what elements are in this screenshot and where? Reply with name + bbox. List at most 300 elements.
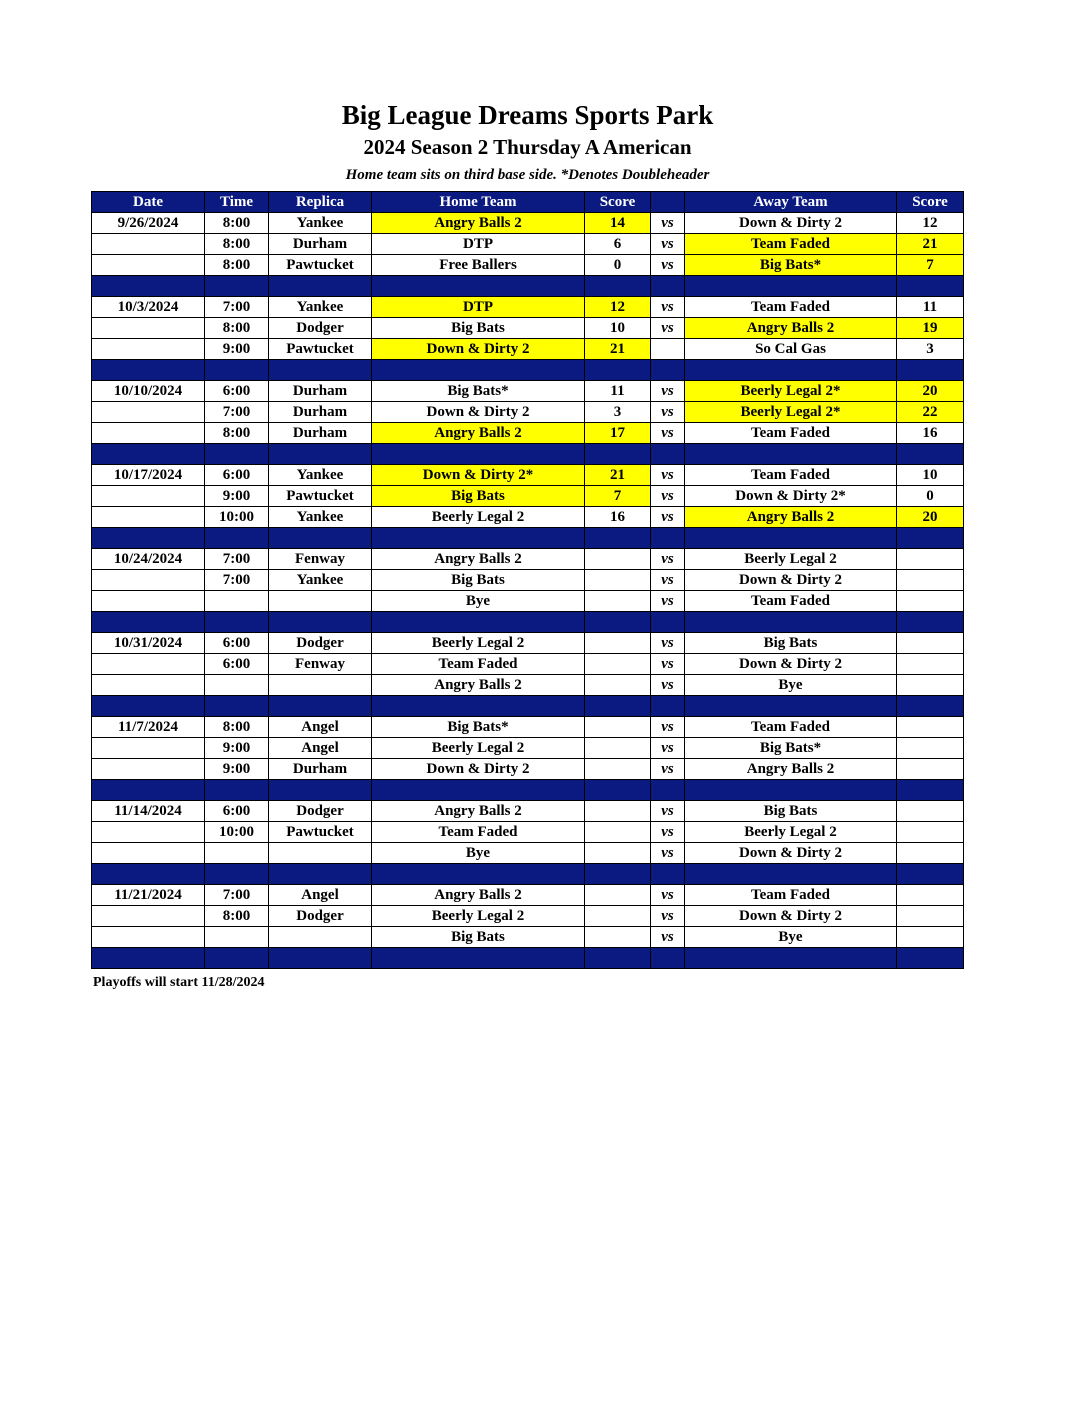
separator-cell xyxy=(205,612,269,633)
home-team-cell: Big Bats* xyxy=(372,381,585,402)
game-row xyxy=(92,885,964,906)
vs-cell: vs xyxy=(651,234,685,255)
replica-cell: Durham xyxy=(269,234,372,255)
replica-cell: Fenway xyxy=(269,549,372,570)
header-row xyxy=(92,192,964,213)
date-cell xyxy=(92,738,205,759)
week-separator-row xyxy=(92,528,964,549)
home-score-cell xyxy=(585,822,651,843)
away-score-cell xyxy=(897,759,964,780)
home-score-cell xyxy=(585,738,651,759)
date-cell: 10/31/2024 xyxy=(92,633,205,654)
home-score-cell xyxy=(585,570,651,591)
time-cell: 7:00 xyxy=(205,549,269,570)
away-team-cell: Beerly Legal 2* xyxy=(685,402,897,423)
vs-cell: vs xyxy=(651,255,685,276)
away-score-cell xyxy=(897,906,964,927)
home-score-cell xyxy=(585,633,651,654)
away-team-cell: Team Faded xyxy=(685,423,897,444)
time-cell xyxy=(205,843,269,864)
date-cell xyxy=(92,675,205,696)
vs-cell: vs xyxy=(651,570,685,591)
separator-cell xyxy=(269,780,372,801)
col-header-date: Date xyxy=(92,192,205,213)
game-row xyxy=(92,297,964,318)
week-separator-row xyxy=(92,444,964,465)
separator-cell xyxy=(585,528,651,549)
separator-cell xyxy=(269,444,372,465)
replica-cell: Yankee xyxy=(269,570,372,591)
home-team-cell: Angry Balls 2 xyxy=(372,675,585,696)
week-separator-row xyxy=(92,864,964,885)
away-score-cell: 20 xyxy=(897,507,964,528)
separator-cell xyxy=(685,696,897,717)
separator-cell xyxy=(685,864,897,885)
away-team-cell: Team Faded xyxy=(685,717,897,738)
away-score-cell: 3 xyxy=(897,339,964,360)
replica-cell: Dodger xyxy=(269,633,372,654)
home-score-cell: 21 xyxy=(585,339,651,360)
vs-cell: vs xyxy=(651,381,685,402)
separator-cell xyxy=(651,780,685,801)
vs-cell: vs xyxy=(651,465,685,486)
away-team-cell: Team Faded xyxy=(685,297,897,318)
replica-cell: Yankee xyxy=(269,213,372,234)
vs-cell: vs xyxy=(651,486,685,507)
separator-cell xyxy=(685,528,897,549)
separator-cell xyxy=(372,864,585,885)
separator-cell xyxy=(205,864,269,885)
vs-cell: vs xyxy=(651,297,685,318)
game-row xyxy=(92,843,964,864)
home-score-cell: 17 xyxy=(585,423,651,444)
time-cell: 6:00 xyxy=(205,465,269,486)
game-row xyxy=(92,906,964,927)
home-team-cell: Down & Dirty 2 xyxy=(372,339,585,360)
col-header-time: Time xyxy=(205,192,269,213)
home-team-cell: Bye xyxy=(372,591,585,612)
separator-cell xyxy=(897,276,964,297)
date-cell xyxy=(92,423,205,444)
home-score-cell xyxy=(585,591,651,612)
home-score-cell xyxy=(585,885,651,906)
game-row xyxy=(92,213,964,234)
separator-cell xyxy=(372,360,585,381)
separator-cell xyxy=(372,948,585,969)
replica-cell: Pawtucket xyxy=(269,255,372,276)
separator-cell xyxy=(205,276,269,297)
away-team-cell: Down & Dirty 2 xyxy=(685,906,897,927)
away-score-cell xyxy=(897,570,964,591)
home-score-cell: 11 xyxy=(585,381,651,402)
game-row xyxy=(92,255,964,276)
date-cell: 10/17/2024 xyxy=(92,465,205,486)
time-cell: 9:00 xyxy=(205,486,269,507)
separator-cell xyxy=(685,612,897,633)
away-team-cell: Bye xyxy=(685,675,897,696)
away-team-cell: Bye xyxy=(685,927,897,948)
home-score-cell: 6 xyxy=(585,234,651,255)
col-header-home-team: Home Team xyxy=(372,192,585,213)
separator-cell xyxy=(585,864,651,885)
home-score-cell: 14 xyxy=(585,213,651,234)
time-cell: 7:00 xyxy=(205,885,269,906)
separator-cell xyxy=(897,612,964,633)
col-header-vs xyxy=(651,192,685,213)
separator-cell xyxy=(897,780,964,801)
date-cell xyxy=(92,339,205,360)
home-team-cell: Bye xyxy=(372,843,585,864)
date-cell xyxy=(92,822,205,843)
separator-cell xyxy=(685,444,897,465)
home-score-cell xyxy=(585,549,651,570)
playoffs-note: Playoffs will start 11/28/2024 xyxy=(93,975,265,990)
away-score-cell xyxy=(897,717,964,738)
vs-cell: vs xyxy=(651,654,685,675)
game-row xyxy=(92,423,964,444)
date-cell xyxy=(92,759,205,780)
home-team-cell: Beerly Legal 2 xyxy=(372,633,585,654)
separator-cell xyxy=(372,696,585,717)
col-header-home-score: Score xyxy=(585,192,651,213)
time-cell: 8:00 xyxy=(205,255,269,276)
game-row xyxy=(92,570,964,591)
separator-cell xyxy=(205,444,269,465)
vs-cell: vs xyxy=(651,822,685,843)
away-score-cell xyxy=(897,591,964,612)
replica-cell xyxy=(269,843,372,864)
home-team-cell: Down & Dirty 2 xyxy=(372,402,585,423)
away-team-cell: Team Faded xyxy=(685,591,897,612)
date-cell xyxy=(92,591,205,612)
separator-cell xyxy=(205,948,269,969)
separator-cell xyxy=(685,948,897,969)
away-score-cell: 20 xyxy=(897,381,964,402)
replica-cell xyxy=(269,927,372,948)
away-team-cell: Angry Balls 2 xyxy=(685,759,897,780)
separator-cell xyxy=(205,696,269,717)
away-score-cell: 19 xyxy=(897,318,964,339)
replica-cell: Angel xyxy=(269,885,372,906)
home-team-cell: Big Bats xyxy=(372,570,585,591)
replica-cell: Pawtucket xyxy=(269,486,372,507)
time-cell xyxy=(205,591,269,612)
away-team-cell: Down & Dirty 2 xyxy=(685,570,897,591)
away-team-cell: Angry Balls 2 xyxy=(685,507,897,528)
date-cell xyxy=(92,255,205,276)
away-score-cell: 7 xyxy=(897,255,964,276)
separator-cell xyxy=(92,948,205,969)
separator-cell xyxy=(92,276,205,297)
replica-cell: Yankee xyxy=(269,507,372,528)
week-separator-row xyxy=(92,276,964,297)
separator-cell xyxy=(269,612,372,633)
home-score-cell xyxy=(585,675,651,696)
game-row xyxy=(92,549,964,570)
date-cell: 10/10/2024 xyxy=(92,381,205,402)
date-cell: 10/3/2024 xyxy=(92,297,205,318)
home-team-cell: Big Bats xyxy=(372,927,585,948)
separator-cell xyxy=(897,444,964,465)
separator-cell xyxy=(651,612,685,633)
time-cell: 9:00 xyxy=(205,759,269,780)
away-score-cell: 11 xyxy=(897,297,964,318)
date-cell xyxy=(92,927,205,948)
date-cell xyxy=(92,486,205,507)
away-score-cell: 12 xyxy=(897,213,964,234)
separator-cell xyxy=(897,696,964,717)
home-team-cell: Beerly Legal 2 xyxy=(372,507,585,528)
away-score-cell xyxy=(897,801,964,822)
separator-cell xyxy=(372,528,585,549)
home-team-cell: Big Bats xyxy=(372,318,585,339)
date-cell: 11/21/2024 xyxy=(92,885,205,906)
home-score-cell xyxy=(585,717,651,738)
replica-cell: Dodger xyxy=(269,318,372,339)
separator-cell xyxy=(897,948,964,969)
home-score-cell: 16 xyxy=(585,507,651,528)
game-row xyxy=(92,633,964,654)
away-score-cell: 10 xyxy=(897,465,964,486)
vs-cell: vs xyxy=(651,843,685,864)
col-header-replica: Replica xyxy=(269,192,372,213)
replica-cell: Angel xyxy=(269,717,372,738)
replica-cell: Durham xyxy=(269,759,372,780)
separator-cell xyxy=(651,864,685,885)
game-row xyxy=(92,381,964,402)
away-score-cell: 16 xyxy=(897,423,964,444)
away-team-cell: Beerly Legal 2* xyxy=(685,381,897,402)
replica-cell: Durham xyxy=(269,402,372,423)
away-score-cell xyxy=(897,549,964,570)
separator-cell xyxy=(92,528,205,549)
away-team-cell: Down & Dirty 2* xyxy=(685,486,897,507)
week-separator-row xyxy=(92,612,964,633)
home-score-cell xyxy=(585,843,651,864)
game-row xyxy=(92,927,964,948)
away-team-cell: Team Faded xyxy=(685,465,897,486)
time-cell: 6:00 xyxy=(205,381,269,402)
time-cell: 10:00 xyxy=(205,822,269,843)
replica-cell: Yankee xyxy=(269,297,372,318)
separator-cell xyxy=(269,948,372,969)
vs-cell: vs xyxy=(651,906,685,927)
away-team-cell: Angry Balls 2 xyxy=(685,318,897,339)
schedule-body xyxy=(92,213,964,969)
time-cell: 7:00 xyxy=(205,570,269,591)
time-cell: 10:00 xyxy=(205,507,269,528)
date-cell xyxy=(92,843,205,864)
week-separator-row xyxy=(92,948,964,969)
separator-cell xyxy=(269,276,372,297)
vs-cell: vs xyxy=(651,759,685,780)
away-team-cell: Down & Dirty 2 xyxy=(685,843,897,864)
date-cell xyxy=(92,906,205,927)
time-cell: 8:00 xyxy=(205,717,269,738)
date-cell: 10/24/2024 xyxy=(92,549,205,570)
home-score-cell: 0 xyxy=(585,255,651,276)
away-score-cell xyxy=(897,822,964,843)
week-separator-row xyxy=(92,360,964,381)
separator-cell xyxy=(651,360,685,381)
away-team-cell: Team Faded xyxy=(685,234,897,255)
replica-cell: Fenway xyxy=(269,654,372,675)
home-score-cell: 3 xyxy=(585,402,651,423)
separator-cell xyxy=(685,780,897,801)
away-team-cell: Beerly Legal 2 xyxy=(685,549,897,570)
away-score-cell xyxy=(897,633,964,654)
away-score-cell xyxy=(897,885,964,906)
home-score-cell xyxy=(585,906,651,927)
vs-cell: vs xyxy=(651,633,685,654)
separator-cell xyxy=(585,780,651,801)
home-team-cell: Down & Dirty 2* xyxy=(372,465,585,486)
home-team-cell: Team Faded xyxy=(372,822,585,843)
home-score-cell: 10 xyxy=(585,318,651,339)
away-team-cell: So Cal Gas xyxy=(685,339,897,360)
vs-cell: vs xyxy=(651,318,685,339)
separator-cell xyxy=(651,276,685,297)
away-team-cell: Big Bats* xyxy=(685,255,897,276)
game-row xyxy=(92,507,964,528)
separator-cell xyxy=(651,948,685,969)
time-cell: 8:00 xyxy=(205,423,269,444)
home-team-cell: Beerly Legal 2 xyxy=(372,738,585,759)
separator-cell xyxy=(685,276,897,297)
away-team-cell: Down & Dirty 2 xyxy=(685,213,897,234)
game-row xyxy=(92,717,964,738)
home-team-cell: Angry Balls 2 xyxy=(372,423,585,444)
time-cell: 8:00 xyxy=(205,906,269,927)
time-cell xyxy=(205,675,269,696)
date-cell xyxy=(92,402,205,423)
separator-cell xyxy=(92,360,205,381)
vs-cell: vs xyxy=(651,423,685,444)
page-title: Big League Dreams Sports Park xyxy=(341,100,714,130)
separator-cell xyxy=(897,864,964,885)
separator-cell xyxy=(269,360,372,381)
week-separator-row xyxy=(92,696,964,717)
col-header-away-score: Score xyxy=(897,192,964,213)
vs-cell: vs xyxy=(651,213,685,234)
home-team-cell: Angry Balls 2 xyxy=(372,885,585,906)
schedule-note: Home team sits on third base side. *Denotes Doubleheader xyxy=(345,167,710,183)
separator-cell xyxy=(92,864,205,885)
vs-cell: vs xyxy=(651,885,685,906)
away-score-cell: 0 xyxy=(897,486,964,507)
vs-cell: vs xyxy=(651,549,685,570)
away-team-cell: Big Bats xyxy=(685,801,897,822)
separator-cell xyxy=(372,780,585,801)
separator-cell xyxy=(92,780,205,801)
time-cell: 9:00 xyxy=(205,738,269,759)
game-row xyxy=(92,318,964,339)
away-team-cell: Down & Dirty 2 xyxy=(685,654,897,675)
home-score-cell xyxy=(585,801,651,822)
replica-cell xyxy=(269,591,372,612)
date-cell: 11/7/2024 xyxy=(92,717,205,738)
date-cell xyxy=(92,654,205,675)
away-score-cell xyxy=(897,738,964,759)
game-row xyxy=(92,801,964,822)
away-score-cell xyxy=(897,843,964,864)
date-cell xyxy=(92,507,205,528)
replica-cell: Angel xyxy=(269,738,372,759)
date-cell xyxy=(92,570,205,591)
separator-cell xyxy=(372,612,585,633)
away-team-cell: Team Faded xyxy=(685,885,897,906)
time-cell: 9:00 xyxy=(205,339,269,360)
game-row xyxy=(92,339,964,360)
replica-cell: Durham xyxy=(269,423,372,444)
home-team-cell: Angry Balls 2 xyxy=(372,549,585,570)
time-cell: 6:00 xyxy=(205,633,269,654)
away-score-cell xyxy=(897,675,964,696)
date-cell xyxy=(92,318,205,339)
vs-cell: vs xyxy=(651,402,685,423)
away-score-cell: 22 xyxy=(897,402,964,423)
time-cell: 6:00 xyxy=(205,654,269,675)
replica-cell: Pawtucket xyxy=(269,339,372,360)
home-team-cell: Beerly Legal 2 xyxy=(372,906,585,927)
home-score-cell xyxy=(585,759,651,780)
home-team-cell: Team Faded xyxy=(372,654,585,675)
game-row xyxy=(92,675,964,696)
replica-cell: Dodger xyxy=(269,906,372,927)
separator-cell xyxy=(585,948,651,969)
separator-cell xyxy=(92,696,205,717)
date-cell xyxy=(92,234,205,255)
home-team-cell: Angry Balls 2 xyxy=(372,213,585,234)
home-team-cell: Angry Balls 2 xyxy=(372,801,585,822)
time-cell xyxy=(205,927,269,948)
home-team-cell: DTP xyxy=(372,234,585,255)
separator-cell xyxy=(585,276,651,297)
separator-cell xyxy=(585,612,651,633)
schedule-table xyxy=(91,191,964,969)
separator-cell xyxy=(205,528,269,549)
page-subtitle: 2024 Season 2 Thursday A American xyxy=(363,135,692,159)
vs-cell: vs xyxy=(651,591,685,612)
week-separator-row xyxy=(92,780,964,801)
vs-cell: vs xyxy=(651,675,685,696)
time-cell: 8:00 xyxy=(205,318,269,339)
vs-cell: vs xyxy=(651,738,685,759)
date-cell: 9/26/2024 xyxy=(92,213,205,234)
separator-cell xyxy=(269,696,372,717)
game-row xyxy=(92,465,964,486)
separator-cell xyxy=(651,528,685,549)
replica-cell: Durham xyxy=(269,381,372,402)
separator-cell xyxy=(372,444,585,465)
separator-cell xyxy=(269,864,372,885)
replica-cell: Yankee xyxy=(269,465,372,486)
replica-cell xyxy=(269,675,372,696)
vs-cell xyxy=(651,339,685,360)
vs-cell: vs xyxy=(651,507,685,528)
separator-cell xyxy=(92,444,205,465)
away-score-cell xyxy=(897,927,964,948)
separator-cell xyxy=(651,444,685,465)
game-row xyxy=(92,234,964,255)
away-team-cell: Big Bats xyxy=(685,633,897,654)
home-team-cell: Free Ballers xyxy=(372,255,585,276)
home-team-cell: Down & Dirty 2 xyxy=(372,759,585,780)
home-team-cell: Big Bats* xyxy=(372,717,585,738)
away-score-cell: 21 xyxy=(897,234,964,255)
separator-cell xyxy=(269,528,372,549)
home-team-cell: Big Bats xyxy=(372,486,585,507)
